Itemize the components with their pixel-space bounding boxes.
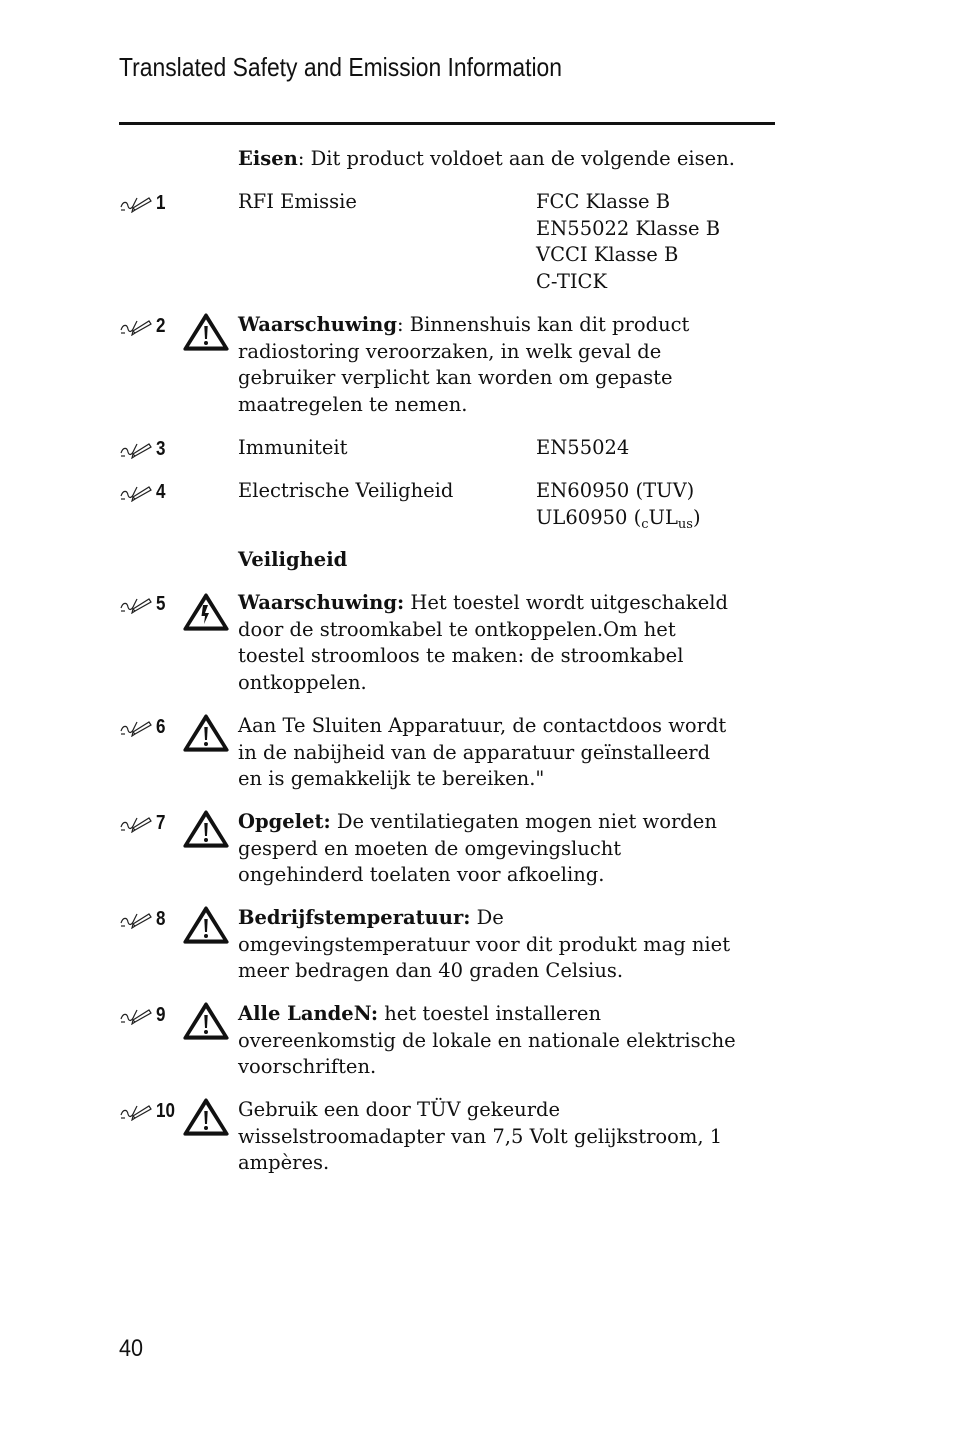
- item-label: RFI Emissie: [238, 190, 357, 213]
- item-text: Opgelet: De ventilatiegaten mogen niet worden gesperd en moeten de omgevingslucht ongehinderd toelaten voor afkoeling.: [238, 810, 717, 886]
- pencil-check-icon: [119, 909, 153, 929]
- pencil-check-icon: [119, 813, 153, 833]
- item-number: 5: [156, 592, 166, 615]
- pencil-check-icon: [119, 439, 153, 459]
- warning-triangle-icon: [183, 312, 229, 352]
- value-line: EN60950 (TUV): [536, 479, 695, 502]
- item-values: [536, 189, 720, 295]
- item-number: 1: [156, 191, 166, 214]
- item-number: 9: [156, 1003, 166, 1026]
- electric-shock-warning-icon: [183, 592, 229, 632]
- warning-triangle-icon: [183, 1001, 229, 1041]
- value-line: VCCI Klasse B: [536, 243, 679, 266]
- warning-triangle-icon: [183, 1097, 229, 1137]
- item-label: Electrische Veiligheid: [238, 479, 454, 502]
- ul-certification: UL60950 $(_cUL_{us})$: [536, 505, 701, 532]
- pencil-check-icon: [119, 482, 153, 502]
- warning-triangle-icon: [183, 905, 229, 945]
- item-number: 6: [156, 715, 166, 738]
- item-number: 8: [156, 907, 166, 930]
- header-divider: [119, 122, 775, 125]
- requirements-label: Eisen: [238, 147, 298, 170]
- pencil-check-icon: [119, 1005, 153, 1025]
- section-heading: Veiligheid: [238, 548, 348, 571]
- item-number: 3: [156, 437, 166, 460]
- pencil-check-icon: [119, 193, 153, 213]
- item-number: 2: [156, 314, 166, 337]
- item-text: Gebruik een door TÜV gekeurde wisselstroomadapter van 7,5 Volt gelijkstroom, 1 ampères.: [238, 1098, 723, 1174]
- item-label: Immuniteit: [238, 436, 348, 459]
- item-text: Alle LandeN: het toestel installeren overeenkomstig de lokale en nationale elektrische voorschriften.: [238, 1002, 736, 1078]
- warning-triangle-icon: [183, 809, 229, 849]
- item-text: Waarschuwing: Het toestel wordt uitgeschakeld door de stroomkabel te ontkoppelen.Om het toestel stroomloos te maken: de stroomkabel ontkoppelen.: [238, 591, 728, 694]
- pencil-check-icon: [119, 594, 153, 614]
- page-header-title: Translated Safety and Emission Information: [119, 52, 562, 82]
- value-line: FCC Klasse B: [536, 190, 671, 213]
- item-values: [536, 478, 701, 538]
- item-text: Aan Te Sluiten Apparatuur, de contactdoos wordt in de nabijheid van de apparatuur geïnstalleerd en is gemakkelijk te bereiken.": [238, 714, 727, 790]
- requirements-text: : Dit product voldoet aan de volgende eisen.: [297, 147, 735, 170]
- value-line: EN55024: [536, 436, 630, 459]
- item-number: 4: [156, 480, 166, 503]
- item-number: 10: [156, 1099, 175, 1122]
- warning-triangle-icon: [183, 713, 229, 753]
- pencil-check-icon: [119, 316, 153, 336]
- item-values: [536, 435, 629, 462]
- item-text: Waarschuwing: Binnenshuis kan dit product radiostoring veroorzaken, in welk geval de gebruiker verplicht kan worden om gepaste maatregelen te nemen.: [238, 313, 690, 416]
- value-line: C-TICK: [536, 269, 608, 293]
- item-number: 7: [156, 811, 166, 834]
- pencil-check-icon: [119, 717, 153, 737]
- page-number: 40: [119, 1335, 144, 1362]
- pencil-check-icon: [119, 1101, 153, 1121]
- item-text: Bedrijfstemperatuur: De omgevingstemperatuur voor dit produkt mag niet meer bedragen dan 40 graden Celsius.: [238, 906, 731, 982]
- value-line: EN55022 Klasse B: [536, 216, 721, 240]
